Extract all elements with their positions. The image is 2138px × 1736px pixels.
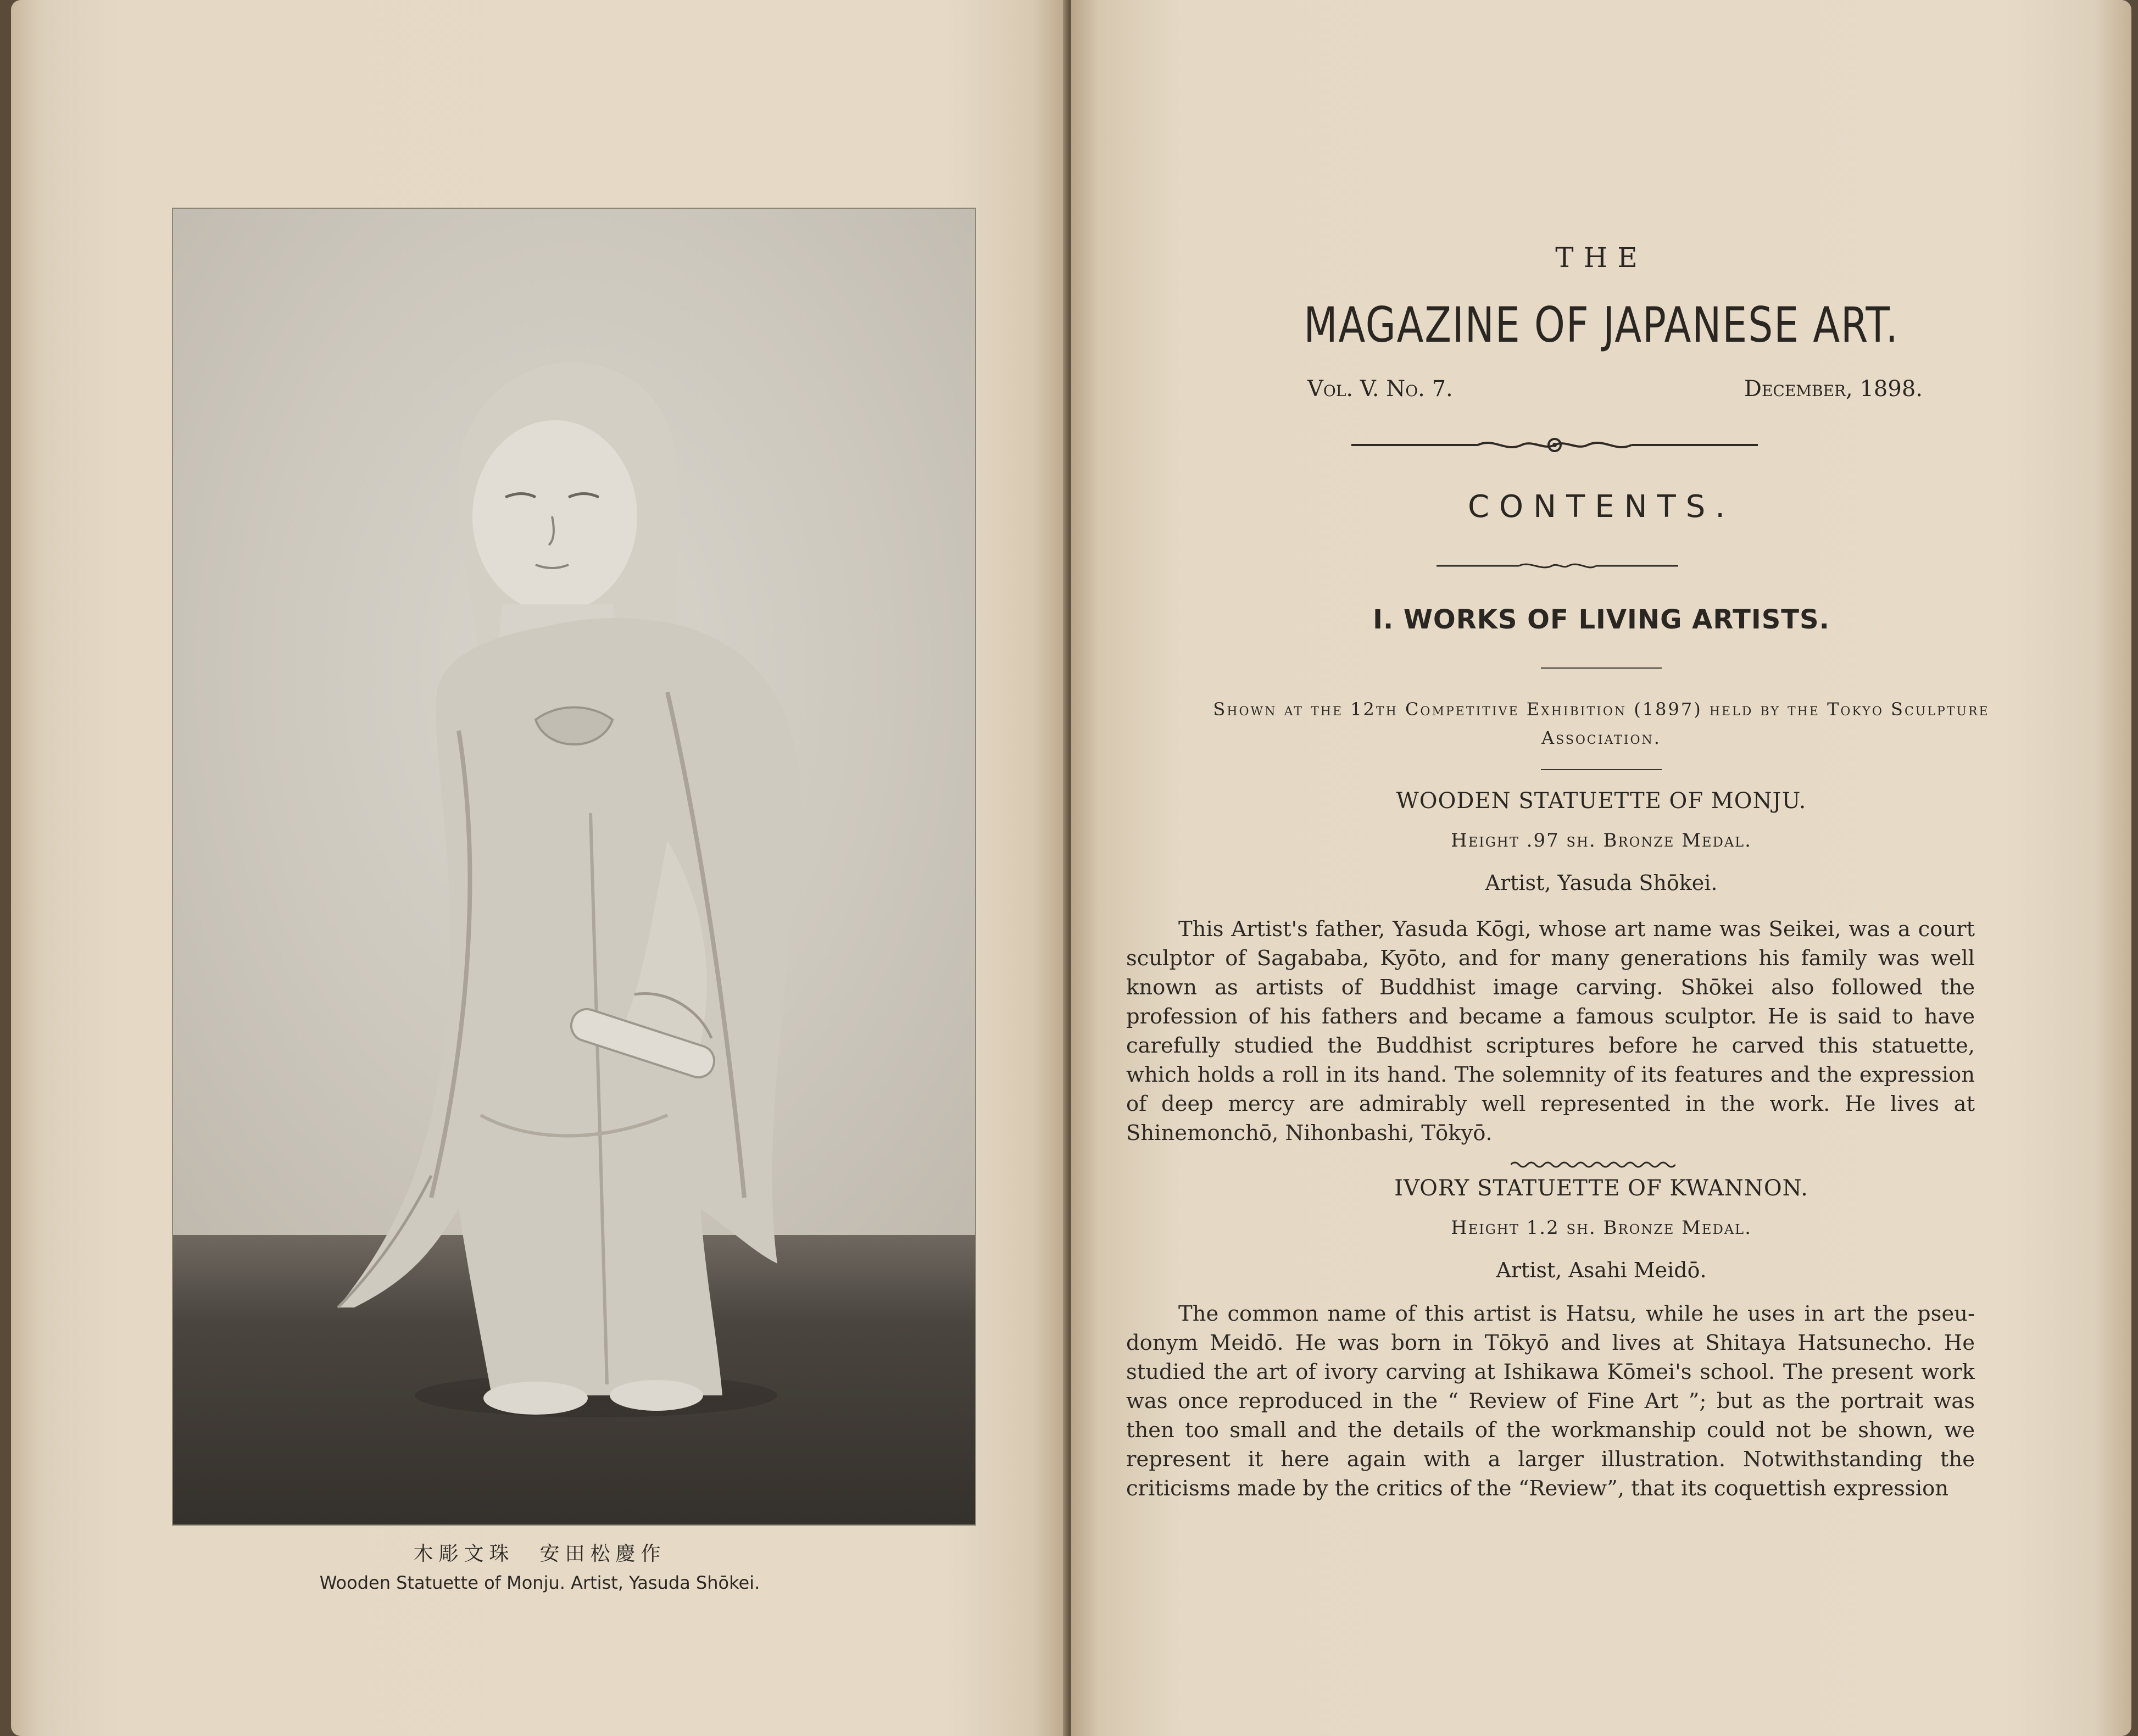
section-rule [1541, 667, 1662, 669]
magazine-title: MAGAZINE OF JAPANESE ART. [1304, 297, 1899, 353]
exhibition-note: Shown at the 12th Competitive Exhibition (1897) held by the Tokyo Sculpture Association. [1213, 699, 1990, 748]
contents-heading: CONTENTS. [1467, 489, 1735, 525]
issue-date: December, 1898. [1744, 376, 1923, 402]
item-2-body: The common name of this artist is Hatsu, while he uses in art the pseudonym Meidō. He was born in Tōkyō and lives at Shitaya Hatsunecho. He studied the art of ivory carving at Ishikawa Kōmei's school. The present work was once reproduced in the “ Review of Fine Art ”; but as the portrait was then too small and the details of the workmanship could not be shown, we represent it here again with a larger illustration. Notwithstanding the criticisms made by the critics of the “Review”, that its coquettish expression [1126, 1301, 1975, 1501]
statuette-photograph [173, 209, 975, 1524]
caption-japanese: 木彫文珠 安田松慶作 [413, 1543, 666, 1565]
small-ornament-divider [1437, 559, 1678, 572]
ornament-divider [1351, 434, 1758, 456]
item-1-artist: Artist, Yasuda Shōkei. [1485, 871, 1718, 895]
section-heading: I. WORKS OF LIVING ARTISTS. [1373, 604, 1830, 635]
volume-number: Vol. V. No. 7. [1307, 376, 1453, 402]
wavy-divider [1511, 1160, 1675, 1169]
caption-english: Wooden Statuette of Monju. Artist, Yasuda Shōkei. [319, 1572, 760, 1593]
item-1-title: WOODEN STATUETTE OF MONJU. [1396, 788, 1807, 814]
item-2-title: IVORY STATUETTE OF KWANNON. [1394, 1176, 1808, 1201]
exhibition-rule [1541, 769, 1662, 770]
item-2-artist: Artist, Asahi Meidō. [1496, 1258, 1707, 1282]
item-1-body: This Artist's father, Yasuda Kōgi, whose art name was Seikei, was a court sculptor of Sagababa, Kyōto, and for many generations his family was well known as artists of Buddhist image carving. Shōkei also followed the profession of his fathers and became a famous sculptor. He is said to have carefully studied the Buddhist scriptures before he carved this statuette, which holds a roll in its hand. The solemnity of its features and the expression of deep mercy are admirably well represented in the work. He lives at Shinemonchō, Nihonbashi, Tōkyō. [1126, 917, 1975, 1145]
left-page [11, 0, 1068, 1736]
the-heading: THE [1555, 242, 1647, 274]
statuette-figure [173, 209, 975, 1524]
item-1-height-medal: Height .97 sh. Bronze Medal. [1451, 830, 1752, 852]
item-2-height-medal: Height 1.2 sh. Bronze Medal. [1451, 1217, 1752, 1239]
